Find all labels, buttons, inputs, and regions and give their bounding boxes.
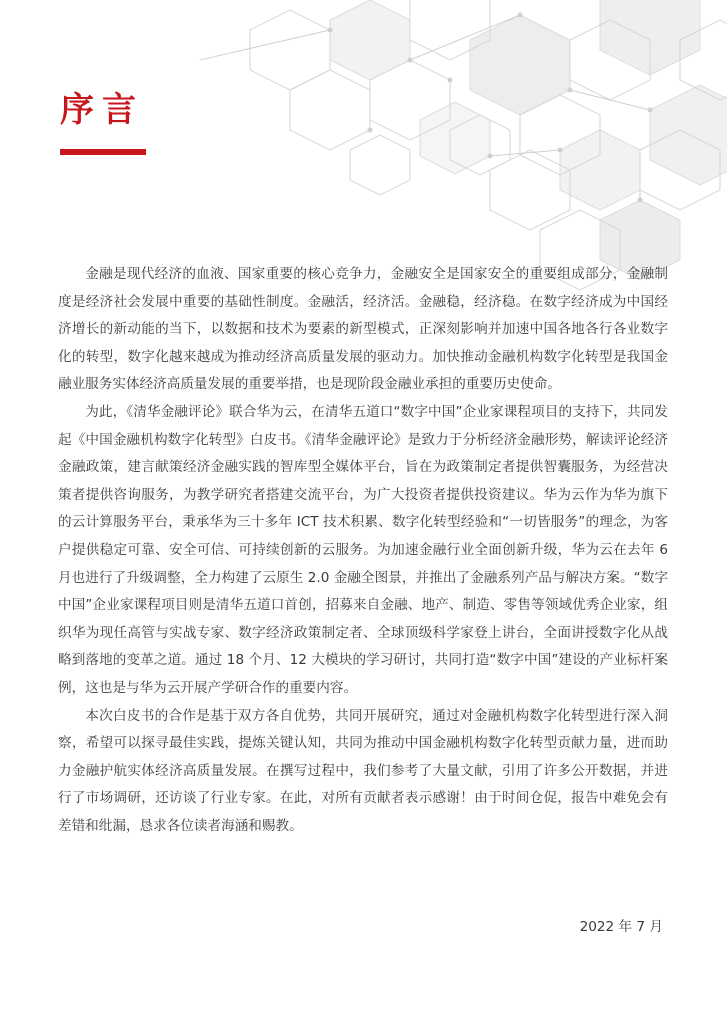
date-signature: 2022 年 7 月 <box>579 919 663 935</box>
page-title: 序言 <box>60 90 144 130</box>
paragraph-2: 为此，《清华金融评论》联合华为云，在清华五道口“数字中国”企业家课程项目的支持下，共同发起《中国金融机构数字化转型》白皮书。《清华金融评论》是致力于分析经济金融形势，解读评论经济金融政策，建言献策经济金融实践的智库型全媒体平台，旨在为政策制定者提供智囊服务，为经营决策者提供咨询服务，为教学研究者搭建交流平台，为广大投资者提供投资建议。华为云作为华为旗下的云计算服务平台，秉承华为三十多年 ICT 技术积累、数字化转型经验和“一切皆服务”的理念，为客户提供稳定可靠、安全可信、可持续创新的云服务。为加速金融行业全面创新升级，华为云在去年 6 月也进行了升级调整，全力构建了云原生 2.0 金融全图景，并推出了金融系列产品与解决方案。“数字中国”企业家课程项目则是清华五道口首创，招募来自金融、地产、制造、零售等领域优秀企业家，组织华为现任高管与实战专家、数字经济政策制定者、全球顶级科学家登上讲台，全面讲授数字化从战略到落地的变革之道。通过 18 个月、12 大模块的学习研讨，共同打造“数字中国”建设的产业标杆案例，这也是与华为云开展产学研合作的重要内容。 <box>58 403 668 696</box>
preface-body <box>58 261 668 840</box>
paragraph-1: 金融是现代经济的血液、国家重要的核心竞争力，金融安全是国家安全的重要组成部分，金融制度是经济社会发展中重要的基础性制度。金融活，经济活。金融稳，经济稳。在数字经济成为中国经济增长的新动能的当下，以数据和技术为要素的新型模式，正深刻影响并加速中国各地各行各业数字化的转型，数字化越来越成为推动经济高质量发展的驱动力。加快推动金融机构数字化转型是我国金融业服务实体经济高质量发展的重要举措，也是现阶段金融业承担的重要历史使命。 <box>58 266 668 393</box>
title-underline <box>60 149 146 155</box>
paragraph-3: 本次白皮书的合作是基于双方各自优势，共同开展研究，通过对金融机构数字化转型进行深入洞察，希望可以探寻最佳实践，提炼关键认知，共同为推动中国金融机构数字化转型贡献力量，进而助力金融护航实体经济高质量发展。在撰写过程中，我们参考了大量文献，引用了许多公开数据，并进行了市场调研，还访谈了行业专家。在此，对所有贡献者表示感谢！由于时间仓促，报告中难免会有差错和纰漏，恳求各位读者海涵和赐教。 <box>58 707 668 834</box>
